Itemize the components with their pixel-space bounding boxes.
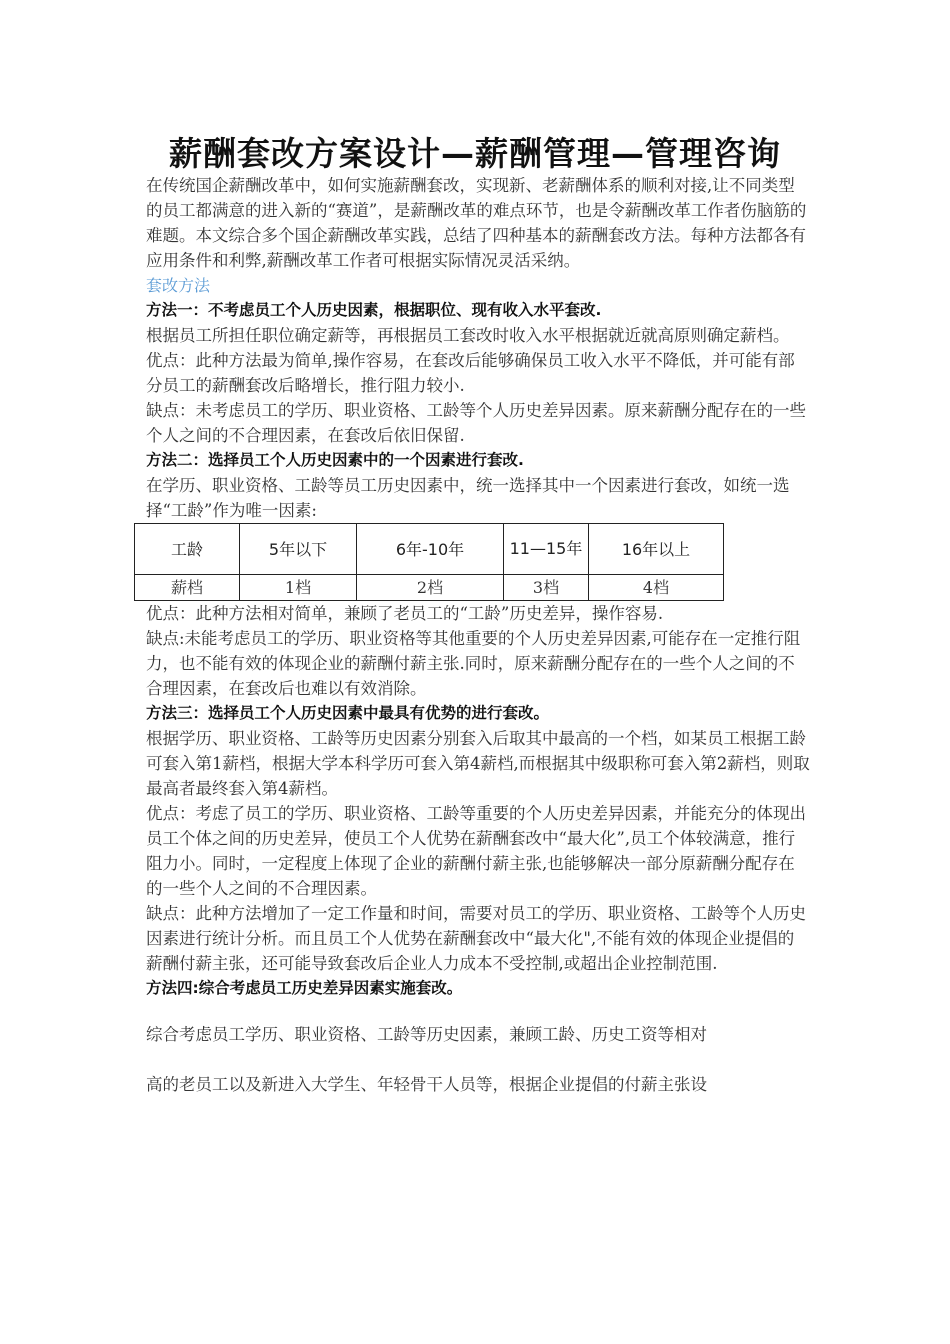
method3-description: 根据学历、职业资格、工龄等历史因素分别套入后取其中最高的一个档，如某员工根据工龄可套入第1薪档，根据大学本科学历可套入第4薪档,而根据其中级职称可套入第2薪档，则取最高者最终套入第4薪档。 <box>146 729 810 798</box>
method4-line-2: 高的老员工以及新进入大学生、年轻骨干人员等，根据企业提倡的付薪主张设 <box>146 1075 707 1094</box>
method3-cons: 缺点：此种方法增加了一定工作量和时间，需要对员工的学历、职业资格、工龄等个人历史因素进行统计分析。而且员工个人优势在薪酬套改中“最大化",不能有效的体现企业提倡的薪酬付薪主张，还可能导致套改后企业人力成本不受控制,或超出企业控制范围. <box>146 904 806 973</box>
seniority-salary-table <box>134 523 724 601</box>
table-cell: 1档 <box>240 575 357 601</box>
method2-cons: 缺点:未能考虑员工的学历、职业资格等其他重要的个人历史差异因素,可能存在一定推行阻力，也不能有效的体现企业的薪酬付薪主张.同时，原来薪酬分配存在的一些个人之间的不合理因素，在套改后也难以有效消除。 <box>146 629 801 698</box>
table-cell: 3档 <box>504 575 589 601</box>
method2-description: 在学历、职业资格、工龄等员工历史因素中，统一选择其中一个因素进行套改，如统一选择“工龄”作为唯一因素: <box>146 476 790 520</box>
table-header-cell: 6年-10年 <box>357 524 504 575</box>
table-row <box>135 575 724 601</box>
method4-line-1: 综合考虑员工学历、职业资格、工龄等历史因素，兼顾工龄、历史工资等相对 <box>146 1025 707 1044</box>
section-heading: 套改方法 <box>146 276 211 295</box>
method1-cons: 缺点：未考虑员工的学历、职业资格、工龄等个人历史差异因素。原来薪酬分配存在的一些个人之间的不合理因素，在套改后依旧保留. <box>146 401 806 445</box>
document-title: 薪酬套改方案设计—薪酬管理—管理咨询 <box>169 134 781 173</box>
method1-pros: 优点：此种方法最为简单,操作容易，在套改后能够确保员工收入水平不降低，并可能有部分员工的薪酬套改后略增长，推行阻力较小. <box>146 351 795 395</box>
table-header-row <box>135 524 724 575</box>
table-cell: 4档 <box>589 575 724 601</box>
table-cell: 2档 <box>357 575 504 601</box>
method1-description: 根据员工所担任职位确定薪等，再根据员工套改时收入水平根据就近就高原则确定薪档。 <box>146 326 790 345</box>
method3-pros: 优点：考虑了员工的学历、职业资格、工龄等重要的个人历史差异因素，并能充分的体现出员工个体之间的历史差异，使员工个人优势在薪酬套改中“最大化”,员工个体较满意，推行阻力小。同时，一定程度上体现了企业的薪酬付薪主张,也能够解决一部分原薪酬分配存在的一些个人之间的不合理因素。 <box>146 804 806 898</box>
method1-heading: 方法一：不考虑员工个人历史因素，根据职位、现有收入水平套改. <box>146 301 602 319</box>
method3-heading: 方法三：选择员工个人历史因素中最具有优势的进行套改。 <box>146 704 550 722</box>
table-header-cell: 16年以上 <box>589 524 724 575</box>
method2-heading: 方法二：选择员工个人历史因素中的一个因素进行套改. <box>146 451 524 469</box>
method4-heading: 方法四:综合考虑员工历史差异因素实施套改。 <box>146 979 463 997</box>
method2-pros: 优点：此种方法相对简单，兼顾了老员工的“工龄”历史差异，操作容易. <box>146 604 664 623</box>
document-body <box>146 173 810 1097</box>
intro-paragraph: 在传统国企薪酬改革中，如何实施薪酬套改，实现新、老薪酬体系的顺利对接,让不同类型的员工都满意的进入新的“赛道”，是薪酬改革的难点环节，也是令薪酬改革工作者伤脑筋的难题。本文综合多个国企薪酬改革实践，总结了四种基本的薪酬套改方法。每种方法都各有应用条件和利弊,薪酬改革工作者可根据实际情况灵活采纳。 <box>146 176 807 270</box>
table-header-cell: 5年以下 <box>240 524 357 575</box>
table-header-cell: 11—15年 <box>504 524 589 575</box>
table-header-cell: 工龄 <box>135 524 240 575</box>
table-cell: 薪档 <box>135 575 240 601</box>
